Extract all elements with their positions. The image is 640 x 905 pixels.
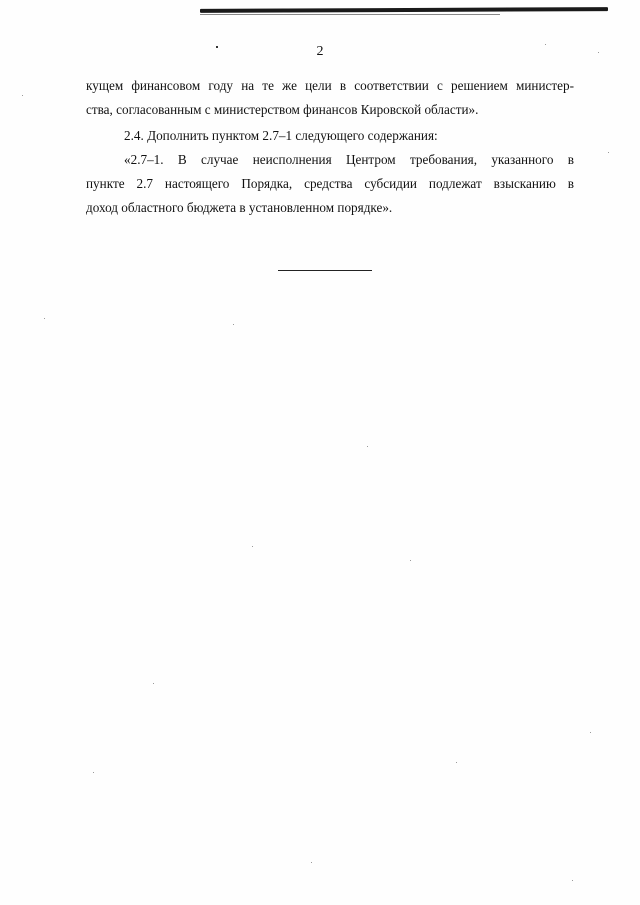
- scan-edge-shadow: [200, 14, 500, 15]
- scan-speck: [311, 862, 312, 863]
- scan-edge-bar: [200, 7, 608, 13]
- paragraph-3-line-2: пункте 2.7 настоящего Порядка, средства субсидии подлежат взысканию в: [86, 176, 574, 191]
- scan-speck: [44, 318, 45, 319]
- scan-speck: [590, 732, 591, 733]
- scan-speck: [410, 560, 411, 561]
- scan-speck: [252, 546, 253, 547]
- page-number: 2: [316, 44, 324, 59]
- scan-speck: [367, 446, 368, 447]
- scan-speck: [153, 683, 154, 684]
- document-end-rule: [278, 270, 372, 271]
- paragraph-2-line-1: 2.4. Дополнить пунктом 2.7–1 следующего содержания:: [124, 128, 438, 143]
- scan-speck: [93, 772, 94, 773]
- paragraph-1-line-2: ства, согласованным с министерством финансов Кировской области».: [86, 102, 479, 117]
- scan-speck: [233, 324, 234, 325]
- paragraph-3-line-1: «2.7–1. В случае неисполнения Центром требования, указанного в: [124, 152, 574, 167]
- scan-speck: [572, 880, 573, 881]
- scan-speck: [216, 46, 218, 48]
- scan-speck: [608, 152, 609, 153]
- scan-speck: [598, 52, 599, 53]
- scan-speck: [456, 762, 457, 763]
- paragraph-3-line-3: доход областного бюджета в установленном порядке».: [86, 200, 393, 215]
- scan-speck: [545, 44, 546, 45]
- scan-speck: [22, 95, 23, 96]
- paragraph-1-line-1: кущем финансовом году на те же цели в соответствии с решением министер-: [86, 78, 574, 93]
